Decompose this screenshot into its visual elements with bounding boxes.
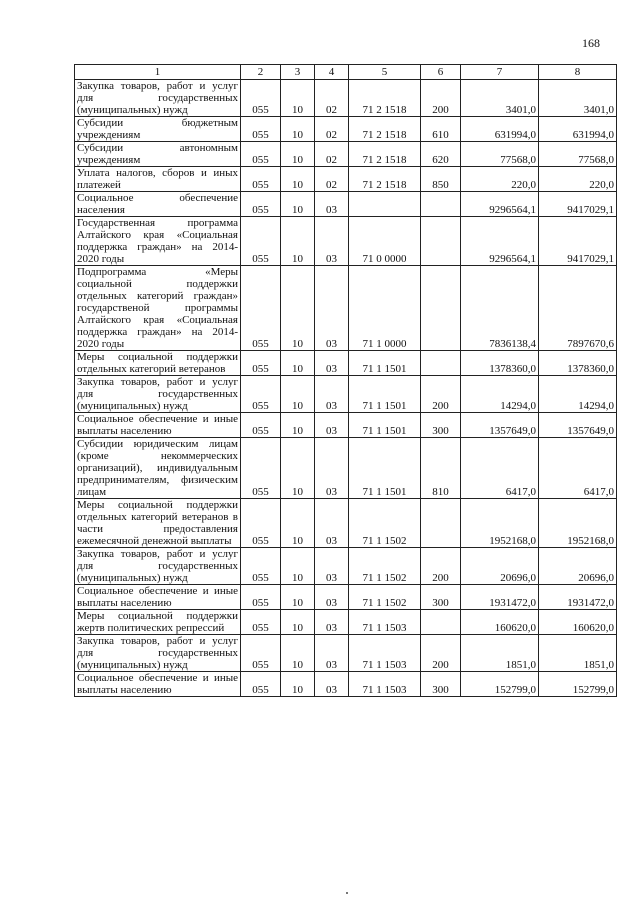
expense-type-cell: 610 [421, 117, 461, 142]
expense-type-cell: 850 [421, 167, 461, 192]
target-article-cell: 71 2 1518 [349, 142, 421, 167]
table-row [75, 142, 617, 167]
row-name-cell: Социальное обеспечение и иные выплаты населению [75, 585, 241, 610]
subsection-cell: 03 [315, 192, 349, 217]
expense-type-cell: 200 [421, 376, 461, 413]
table-row [75, 80, 617, 117]
table-row [75, 548, 617, 585]
row-name-cell: Субсидии бюджетным учреждениям [75, 117, 241, 142]
table-row [75, 672, 617, 697]
row-name-cell: Закупка товаров, работ и услуг для государственных (муниципальных) нужд [75, 635, 241, 672]
section-cell: 10 [281, 167, 315, 192]
target-article-cell: 71 1 1501 [349, 413, 421, 438]
target-article-cell: 71 1 1503 [349, 635, 421, 672]
table-row [75, 376, 617, 413]
subsection-cell: 02 [315, 167, 349, 192]
section-cell: 10 [281, 266, 315, 351]
amount-year1-cell: 9296564,1 [461, 192, 539, 217]
amount-year2-cell: 160620,0 [539, 610, 617, 635]
subsection-cell: 03 [315, 672, 349, 697]
amount-year2-cell: 1931472,0 [539, 585, 617, 610]
subsection-cell: 02 [315, 117, 349, 142]
table-row [75, 192, 617, 217]
column-header: 1 [75, 65, 241, 80]
admin-code-cell: 055 [241, 672, 281, 697]
row-name-cell: Закупка товаров, работ и услуг для государственных (муниципальных) нужд [75, 548, 241, 585]
amount-year1-cell: 1357649,0 [461, 413, 539, 438]
section-cell: 10 [281, 351, 315, 376]
expense-type-cell [421, 499, 461, 548]
amount-year1-cell: 14294,0 [461, 376, 539, 413]
subsection-cell: 03 [315, 610, 349, 635]
table-row [75, 217, 617, 266]
section-cell: 10 [281, 610, 315, 635]
amount-year2-cell: 20696,0 [539, 548, 617, 585]
admin-code-cell: 055 [241, 266, 281, 351]
amount-year2-cell: 152799,0 [539, 672, 617, 697]
table-row [75, 167, 617, 192]
subsection-cell: 03 [315, 376, 349, 413]
subsection-cell: 03 [315, 585, 349, 610]
row-name-cell: Закупка товаров, работ и услуг для государственных (муниципальных) нужд [75, 80, 241, 117]
expense-type-cell: 300 [421, 672, 461, 697]
table-row [75, 585, 617, 610]
row-name-cell: Меры социальной поддержки отдельных категорий ветеранов [75, 351, 241, 376]
admin-code-cell: 055 [241, 217, 281, 266]
amount-year1-cell: 7836138,4 [461, 266, 539, 351]
amount-year2-cell: 1357649,0 [539, 413, 617, 438]
expense-type-cell: 620 [421, 142, 461, 167]
row-name-cell: Субсидии автономным учреждениям [75, 142, 241, 167]
admin-code-cell: 055 [241, 80, 281, 117]
amount-year1-cell: 9296564,1 [461, 217, 539, 266]
target-article-cell: 71 2 1518 [349, 167, 421, 192]
scan-mark [346, 892, 348, 894]
row-name-cell: Уплата налогов, сборов и иных платежей [75, 167, 241, 192]
row-name-cell: Субсидии юридическим лицам (кроме некоммерческих организаций), индивидуальным предпринимателям, физическим лицам [75, 438, 241, 499]
amount-year1-cell: 3401,0 [461, 80, 539, 117]
admin-code-cell: 055 [241, 548, 281, 585]
expense-type-cell: 300 [421, 413, 461, 438]
amount-year1-cell: 631994,0 [461, 117, 539, 142]
expense-type-cell: 200 [421, 548, 461, 585]
expense-type-cell: 200 [421, 635, 461, 672]
admin-code-cell: 055 [241, 167, 281, 192]
amount-year1-cell: 1851,0 [461, 635, 539, 672]
admin-code-cell: 055 [241, 351, 281, 376]
admin-code-cell: 055 [241, 117, 281, 142]
table-row [75, 635, 617, 672]
subsection-cell: 03 [315, 635, 349, 672]
amount-year2-cell: 7897670,6 [539, 266, 617, 351]
admin-code-cell: 055 [241, 499, 281, 548]
admin-code-cell: 055 [241, 192, 281, 217]
amount-year1-cell: 1378360,0 [461, 351, 539, 376]
target-article-cell: 71 2 1518 [349, 80, 421, 117]
admin-code-cell: 055 [241, 438, 281, 499]
table-row [75, 117, 617, 142]
amount-year1-cell: 20696,0 [461, 548, 539, 585]
section-cell: 10 [281, 635, 315, 672]
amount-year2-cell: 631994,0 [539, 117, 617, 142]
admin-code-cell: 055 [241, 610, 281, 635]
table-row [75, 266, 617, 351]
subsection-cell: 03 [315, 438, 349, 499]
column-header: 4 [315, 65, 349, 80]
table-row [75, 351, 617, 376]
target-article-cell: 71 1 1501 [349, 351, 421, 376]
amount-year2-cell: 77568,0 [539, 142, 617, 167]
section-cell: 10 [281, 80, 315, 117]
column-header: 6 [421, 65, 461, 80]
section-cell: 10 [281, 585, 315, 610]
admin-code-cell: 055 [241, 585, 281, 610]
amount-year1-cell: 152799,0 [461, 672, 539, 697]
section-cell: 10 [281, 438, 315, 499]
column-header: 8 [539, 65, 617, 80]
section-cell: 10 [281, 217, 315, 266]
row-name-cell: Государственная программа Алтайского края «Социальная поддержка граждан» на 2014-2020 годы [75, 217, 241, 266]
row-name-cell: Социальное обеспечение и иные выплаты населению [75, 413, 241, 438]
admin-code-cell: 055 [241, 635, 281, 672]
section-cell: 10 [281, 548, 315, 585]
expense-type-cell [421, 610, 461, 635]
amount-year2-cell: 1851,0 [539, 635, 617, 672]
section-cell: 10 [281, 499, 315, 548]
budget-table [74, 64, 617, 697]
expense-type-cell: 300 [421, 585, 461, 610]
amount-year1-cell: 1952168,0 [461, 499, 539, 548]
expense-type-cell [421, 266, 461, 351]
amount-year2-cell: 14294,0 [539, 376, 617, 413]
expense-type-cell [421, 217, 461, 266]
subsection-cell: 03 [315, 266, 349, 351]
table-header-row [75, 65, 617, 80]
admin-code-cell: 055 [241, 413, 281, 438]
row-name-cell: Подпрограмма «Меры социальной поддержки отдельных категорий граждан» государственой программы Алтайского края «Социальная поддержка граждан» на 2014-2020 годы [75, 266, 241, 351]
target-article-cell: 71 1 1501 [349, 376, 421, 413]
subsection-cell: 03 [315, 548, 349, 585]
expense-type-cell: 810 [421, 438, 461, 499]
amount-year2-cell: 1952168,0 [539, 499, 617, 548]
table-row [75, 499, 617, 548]
table-row [75, 413, 617, 438]
amount-year2-cell: 9417029,1 [539, 217, 617, 266]
amount-year2-cell: 3401,0 [539, 80, 617, 117]
row-name-cell: Меры социальной поддержки отдельных категорий ветеранов в части предоставления ежемесячной денежной выплаты [75, 499, 241, 548]
subsection-cell: 03 [315, 499, 349, 548]
column-header: 7 [461, 65, 539, 80]
expense-type-cell [421, 192, 461, 217]
table-row [75, 438, 617, 499]
amount-year2-cell: 220,0 [539, 167, 617, 192]
target-article-cell [349, 192, 421, 217]
subsection-cell: 02 [315, 142, 349, 167]
row-name-cell: Социальное обеспечение и иные выплаты населению [75, 672, 241, 697]
target-article-cell: 71 1 1503 [349, 610, 421, 635]
expense-type-cell [421, 351, 461, 376]
amount-year2-cell: 1378360,0 [539, 351, 617, 376]
table-row [75, 610, 617, 635]
row-name-cell: Меры социальной поддержки жертв политических репрессий [75, 610, 241, 635]
section-cell: 10 [281, 192, 315, 217]
target-article-cell: 71 1 0000 [349, 266, 421, 351]
page-number: 168 [582, 36, 600, 50]
row-name-cell: Закупка товаров, работ и услуг для государственных (муниципальных) нужд [75, 376, 241, 413]
section-cell: 10 [281, 672, 315, 697]
admin-code-cell: 055 [241, 376, 281, 413]
amount-year1-cell: 77568,0 [461, 142, 539, 167]
subsection-cell: 03 [315, 351, 349, 376]
subsection-cell: 03 [315, 413, 349, 438]
section-cell: 10 [281, 117, 315, 142]
amount-year1-cell: 1931472,0 [461, 585, 539, 610]
section-cell: 10 [281, 376, 315, 413]
amount-year1-cell: 220,0 [461, 167, 539, 192]
subsection-cell: 02 [315, 80, 349, 117]
column-header: 3 [281, 65, 315, 80]
target-article-cell: 71 1 1502 [349, 585, 421, 610]
target-article-cell: 71 0 0000 [349, 217, 421, 266]
amount-year1-cell: 160620,0 [461, 610, 539, 635]
target-article-cell: 71 1 1501 [349, 438, 421, 499]
amount-year1-cell: 6417,0 [461, 438, 539, 499]
target-article-cell: 71 1 1503 [349, 672, 421, 697]
section-cell: 10 [281, 413, 315, 438]
amount-year2-cell: 6417,0 [539, 438, 617, 499]
section-cell: 10 [281, 142, 315, 167]
expense-type-cell: 200 [421, 80, 461, 117]
target-article-cell: 71 2 1518 [349, 117, 421, 142]
target-article-cell: 71 1 1502 [349, 548, 421, 585]
target-article-cell: 71 1 1502 [349, 499, 421, 548]
column-header: 5 [349, 65, 421, 80]
amount-year2-cell: 9417029,1 [539, 192, 617, 217]
subsection-cell: 03 [315, 217, 349, 266]
admin-code-cell: 055 [241, 142, 281, 167]
row-name-cell: Социальное обеспечение населения [75, 192, 241, 217]
column-header: 2 [241, 65, 281, 80]
